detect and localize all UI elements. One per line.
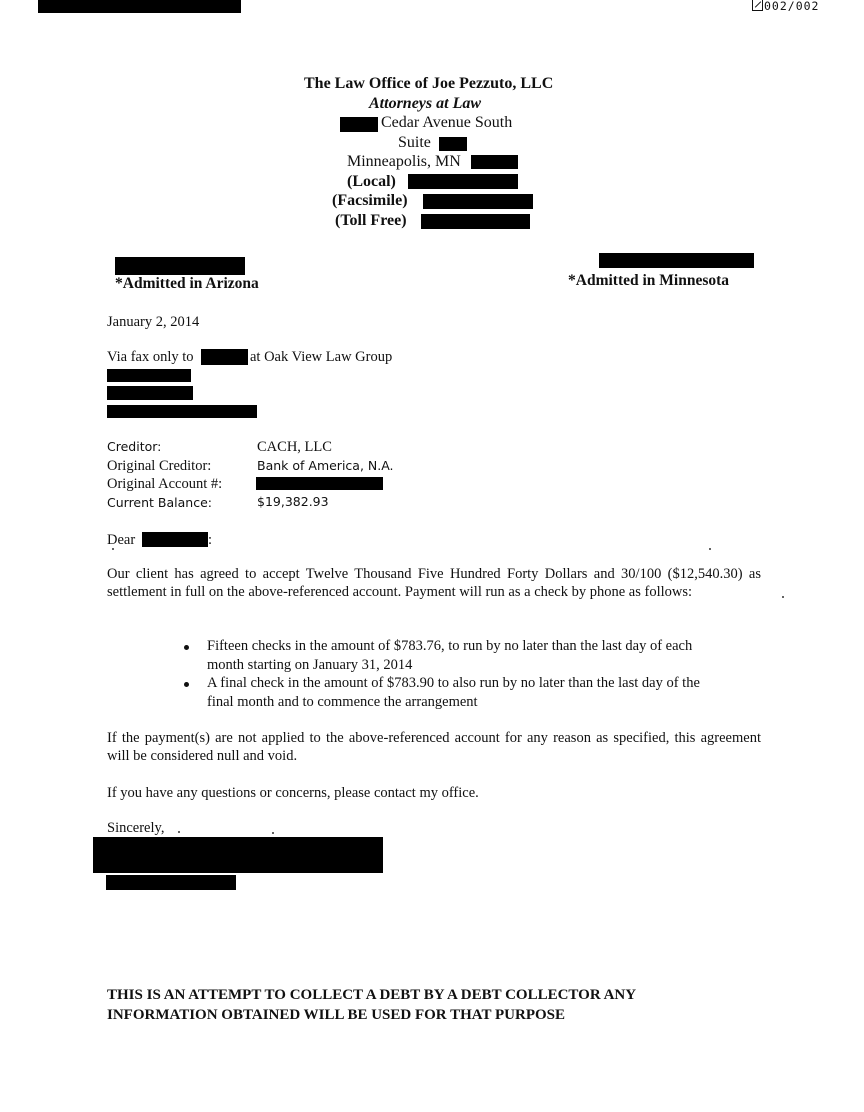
original-creditor-label: Original Creditor: xyxy=(107,458,212,474)
current-balance-value: $19,382.93 xyxy=(257,494,329,509)
bullet-2-line-2: final month and to commence the arrangement xyxy=(207,694,478,710)
current-balance-label: Current Balance: xyxy=(107,495,212,510)
redaction-suite-number xyxy=(439,137,467,151)
redaction-salutation-name xyxy=(142,532,208,547)
scan-speck xyxy=(178,831,180,833)
redaction-fax-header xyxy=(38,0,241,13)
bullet-dot-2 xyxy=(184,682,189,687)
fax-page-icon xyxy=(752,0,763,11)
firm-name: The Law Office of Joe Pezzuto, LLC xyxy=(304,75,554,92)
salutation-suffix: : xyxy=(208,532,213,548)
redaction-attorney-left xyxy=(115,257,245,275)
original-account-label: Original Account #: xyxy=(107,476,223,492)
toll-free-label: (Toll Free) xyxy=(335,212,407,229)
redaction-street-number xyxy=(340,117,378,132)
settlement-paragraph: Our client has agreed to accept Twelve Thousand Five Hundred Forty Dollars and 30/100 ($12,540.30) as settlement in full on the above-referenced account. Payment will run as a check by phone as follows: xyxy=(107,566,761,600)
scan-speck xyxy=(272,832,274,834)
redaction-recipient-name xyxy=(201,349,248,365)
scan-speck xyxy=(782,596,784,598)
fax-page-counter xyxy=(752,0,819,13)
fax-page-counter-text: 002/002 xyxy=(764,0,820,13)
scan-speck xyxy=(112,548,114,550)
firm-tagline: Attorneys at Law xyxy=(369,95,482,112)
via-fax-suffix: at Oak View Law Group xyxy=(250,349,393,365)
redaction-address-line-1 xyxy=(107,369,191,382)
street-address: Cedar Avenue South xyxy=(381,114,513,131)
admitted-arizona: *Admitted in Arizona xyxy=(115,275,259,292)
redaction-local-phone xyxy=(408,174,518,189)
redaction-signature xyxy=(93,837,383,873)
bullet-2-line-1: A final check in the amount of $783.90 to also run by no later than the last day of the xyxy=(207,675,700,691)
closing-sincerely: Sincerely, xyxy=(107,820,165,836)
redaction-address-line-3 xyxy=(107,405,257,418)
admitted-minnesota: *Admitted in Minnesota xyxy=(568,272,730,289)
letter-date: January 2, 2014 xyxy=(107,314,200,330)
salutation-prefix: Dear xyxy=(107,532,136,548)
bullet-1-line-1: Fifteen checks in the amount of $783.76, to run by no later than the last day of each xyxy=(207,638,693,654)
bullet-1-line-2: month starting on January 31, 2014 xyxy=(207,657,413,673)
redaction-toll-free xyxy=(421,214,530,229)
bullet-dot-1 xyxy=(184,645,189,650)
redaction-address-line-2 xyxy=(107,386,193,400)
redaction-account-number xyxy=(256,477,383,490)
scan-speck xyxy=(709,548,711,550)
redaction-signer-name xyxy=(106,875,236,890)
contact-paragraph: If you have any questions or concerns, please contact my office. xyxy=(107,785,479,801)
via-fax-prefix: Via fax only to xyxy=(107,349,194,365)
local-phone-label: (Local) xyxy=(347,173,396,190)
original-creditor-value: Bank of America, N.A. xyxy=(257,458,394,473)
suite-label: Suite xyxy=(398,134,431,151)
redaction-fax-number xyxy=(423,194,533,209)
debt-collector-disclaimer-line-2: INFORMATION OBTAINED WILL BE USED FOR THAT PURPOSE xyxy=(107,1007,565,1023)
fax-number-label: (Facsimile) xyxy=(332,192,408,209)
redaction-zip xyxy=(471,155,518,169)
city-state: Minneapolis, MN xyxy=(347,153,461,170)
creditor-label: Creditor: xyxy=(107,439,162,454)
debt-collector-disclaimer-line-1: THIS IS AN ATTEMPT TO COLLECT A DEBT BY A DEBT COLLECTOR ANY xyxy=(107,987,637,1003)
null-void-paragraph: If the payment(s) are not applied to the above-referenced account for any reason as specified, this agreement will be considered null and void. xyxy=(107,730,761,764)
redaction-attorney-right xyxy=(599,253,754,268)
creditor-value: CACH, LLC xyxy=(257,439,332,455)
